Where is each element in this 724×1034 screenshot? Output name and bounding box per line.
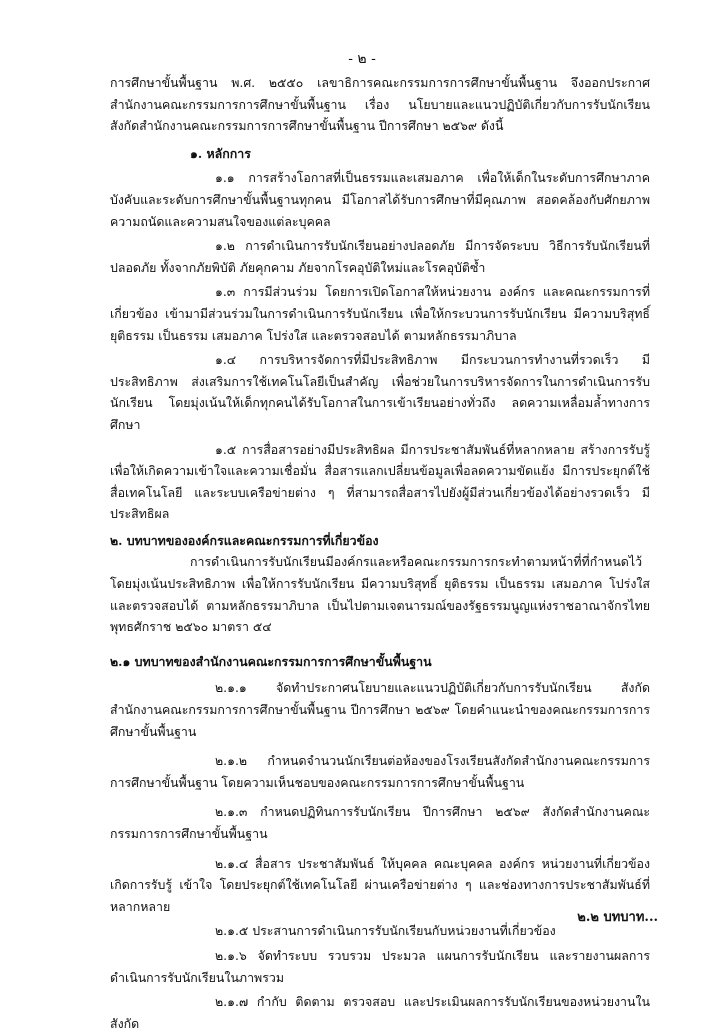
section-1-item: ๑.๔ การบริหารจัดการที่มีประสิทธิภาพ มีกระบวนการทำงานที่รวดเร็ว มีประสิทธิภาพ ส่งเสริมการใช้เทคโนโลยีเป็นสำคัญ เพื่อช่วยในการบริหารจัดการในการดำเนินการรับนักเรียน โดยมุ่งเน้นให้เด็กทุกคนได้รับโอกาสในการเข้าเรียนอย่างทั่วถึง ลดความเหลื่อมล้ำทางการศึกษา xyxy=(110,352,650,432)
section-1-heading: ๑. หลักการ xyxy=(190,145,251,161)
section-2-1-item: ๒.๑.๗ กำกับ ติดตาม ตรวจสอบ และประเมินผลการรับนักเรียนของหน่วยงานในสังกัด xyxy=(110,994,650,1031)
intro-paragraph: การศึกษาขั้นพื้นฐาน พ.ศ. ๒๕๕๐ เลขาธิการคณะกรรมการการศึกษาขั้นพื้นฐาน จึงออกประกาศสำนักงานคณะกรรมการการศึกษาขั้นพื้นฐาน เรื่อง นโยบายและแนวปฏิบัติเกี่ยวกับการรับนักเรียน สังกัดสำนักงานคณะกรรมการการศึกษาขั้นพื้นฐาน ปีการศึกษา ๒๕๖๙ ดังนี้ xyxy=(110,75,650,134)
section-1-item: ๑.๕ การสื่อสารอย่างมีประสิทธิผล มีการประชาสัมพันธ์ที่หลากหลาย สร้างการรับรู้ เพื่อให้เกิดความเข้าใจและความเชื่อมั่น สื่อสารแลกเปลี่ยนข้อมูลเพื่อลดความขัดแย้ง มีการประยุกต์ใช้สื่อเทคโนโลยี และระบบเครือข่ายต่าง ๆ ที่สามารถสื่อสารไปยังผู้มีส่วนเกี่ยวข้องได้อย่างรวดเร็ว มีประสิทธิผล xyxy=(110,441,650,522)
section-2-1-item: ๒.๑.๔ สื่อสาร ประชาสัมพันธ์ ให้บุคคล คณะบุคคล องค์กร หน่วยงานที่เกี่ยวข้อง เกิดการรับรู้ เข้าใจ โดยประยุกต์ใช้เทคโนโลยี ผ่านเครือข่ายต่าง ๆ และช่องทางการประชาสัมพันธ์ที่หลากหลาย xyxy=(110,855,650,914)
section-2-body: การดำเนินการรับนักเรียนมีองค์กรและหรือคณะกรรมการกระทำตามหน้าที่ที่กำหนดไว้ โดยมุ่งเน้นประสิทธิภาพ เพื่อให้การรับนักเรียน มีความบริสุทธิ์ ยุติธรรม เป็นธรรม เสมอภาค โปร่งใส และตรวจสอบได้ ตามหลักธรรมาภิบาล เป็นไปตามเจตนารมณ์ของรัฐธรรมนูญแห่งราชอาณาจักรไทย พุทธศักราช ๒๕๖๐ มาตรา ๕๔ xyxy=(110,554,650,635)
document-body xyxy=(110,72,650,1034)
section-1-item: ๑.๒ การดำเนินการรับนักเรียนอย่างปลอดภัย มีการจัดระบบ วิธีการรับนักเรียนที่ปลอดภัย ทั้งจากภัยพิบัติ ภัยคุกคาม ภัยจากโรคอุบัติใหม่และโรคอุบัติซ้ำ xyxy=(110,238,650,275)
section-2-1-item: ๒.๑.๕ ประสานการดำเนินการรับนักเรียนกับหน่วยงานที่เกี่ยวข้อง xyxy=(215,923,556,939)
continuation-footer: ๒.๒ บทบาท... xyxy=(577,910,658,925)
section-1-item: ๑.๑ การสร้างโอกาสที่เป็นธรรมและเสมอภาค เพื่อให้เด็กในระดับการศึกษาภาคบังคับและระดับการศึกษาขั้นพื้นฐานทุกคน มีโอกาสได้รับการศึกษาที่มีคุณภาพ สอดคล้องกับศักยภาพ ความถนัดและความสนใจของแต่ละบุคคล xyxy=(110,170,650,229)
section-2-1-item: ๒.๑.๑ จัดทำประกาศนโยบายและแนวปฏิบัติเกี่ยวกับการรับนักเรียน สังกัดสำนักงานคณะกรรมการการศึกษาขั้นพื้นฐาน ปีการศึกษา ๒๕๖๙ โดยคำแนะนำของคณะกรรมการการศึกษาขั้นพื้นฐาน xyxy=(110,680,650,739)
section-1-item: ๑.๓ การมีส่วนร่วม โดยการเปิดโอกาสให้หน่วยงาน องค์กร และคณะกรรมการที่เกี่ยวข้อง เข้ามามีส่วนร่วมในการดำเนินการรับนักเรียน เพื่อให้กระบวนการรับนักเรียน มีความบริสุทธิ์ ยุติธรรม เป็นธรรม เสมอภาค โปร่งใส และตรวจสอบได้ ตามหลักธรรมาภิบาล xyxy=(110,284,650,343)
section-2-1-heading: ๒.๑ บทบาทของสำนักงานคณะกรรมการการศึกษาขั้นพื้นฐาน xyxy=(110,653,432,669)
section-2-heading: ๒. บทบาทขององค์กรและคณะกรรมการที่เกี่ยวข้อง xyxy=(110,532,379,548)
section-2-1-item: ๒.๑.๒ กำหนดจำนวนนักเรียนต่อห้องของโรงเรียนสังกัดสำนักงานคณะกรรมการการศึกษาขั้นพื้นฐาน โดยความเห็นชอบของคณะกรรมการการศึกษาขั้นพื้นฐาน xyxy=(110,753,650,790)
section-2-1-item: ๒.๑.๖ จัดทำระบบ รวบรวม ประมวล แผนการรับนักเรียน และรายงานผลการดำเนินการรับนักเรียนในภาพรวม xyxy=(110,947,650,985)
page-number: - ๒ - xyxy=(348,51,376,67)
section-2-1-item: ๒.๑.๓ กำหนดปฏิทินการรับนักเรียน ปีการศึกษา ๒๕๖๙ สังกัดสำนักงานคณะกรรมการการศึกษาขั้นพื้นฐาน xyxy=(110,804,650,841)
